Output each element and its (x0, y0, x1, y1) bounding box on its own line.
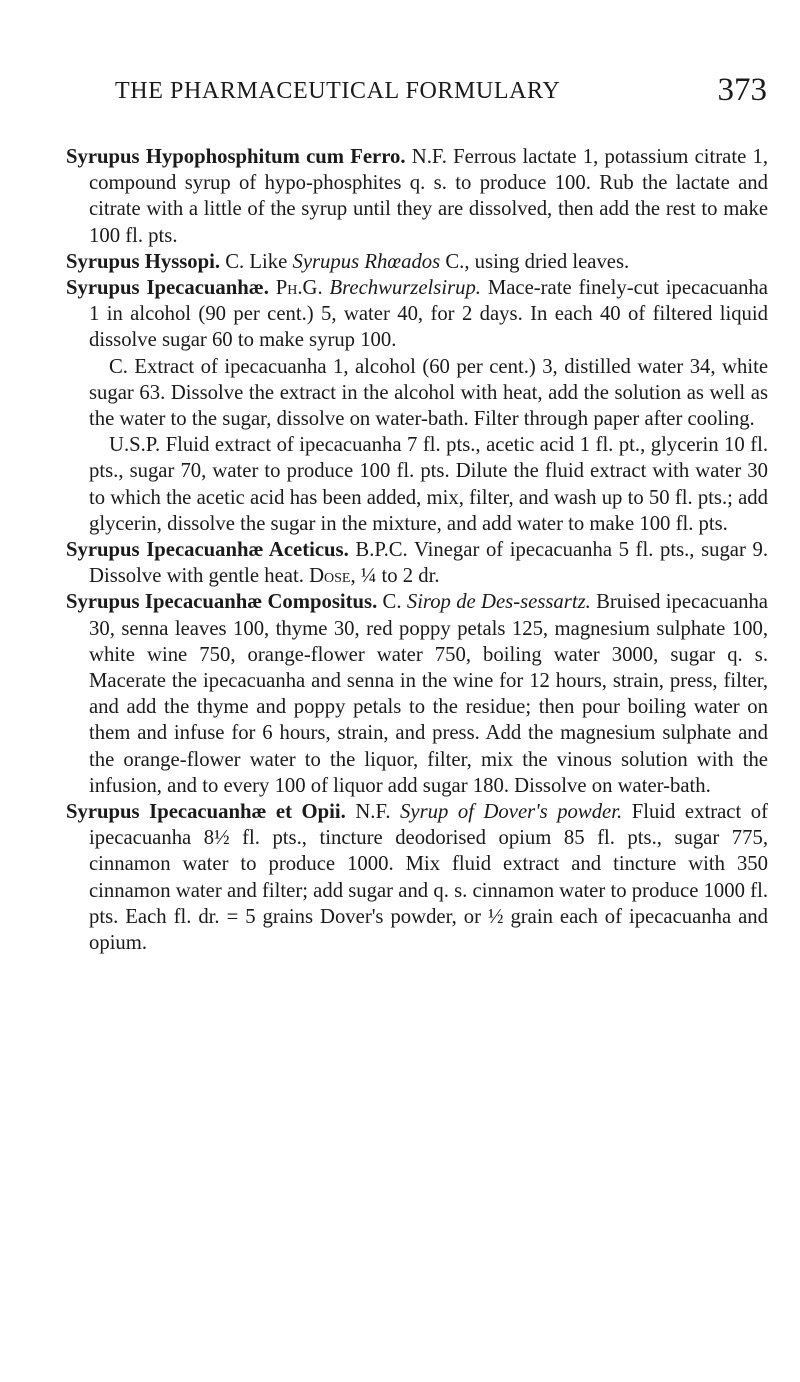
entry-syrupus-hyssopi (66, 249, 768, 275)
dose-label: Dose (309, 565, 351, 588)
entry-italic-synonym: Syrup of Dover's powder. (400, 801, 623, 824)
entry-syrupus-ipecacuanhae (66, 275, 768, 354)
entry-syrupus-ipecacuanhae-et-opii (66, 799, 768, 956)
formulary-body (66, 144, 768, 956)
entry-text: C., using dried leaves. (440, 250, 630, 273)
entry-text: Mace-rate finely-cut ipecacuanha 1 in alcohol (90 per cent.) 5, water 40, for 2 days. In each 40 of filtered liquid dissolve sugar 60 to make syrup 100. (89, 277, 768, 352)
entry-headword: Syrupus Ipecacuanhæ. (66, 277, 269, 300)
dose-value: , ¼ to 2 dr. (350, 565, 440, 588)
entry-text: Fluid extract of ipecacuanha 8½ fl. pts., tincture deodorised opium 85 fl. pts., sugar 775, cinnamon water to produce 1000. Mix fluid extract and tincture with 350 cinnamon water and filter; add sugar and q. s. cinnamon water to produce 1000 fl. pts. Each fl. dr. = 5 grains Dover's powder, or ½ grain each of ipecacuanha and opium. (89, 801, 768, 955)
entry-pharmacopoeia: Ph.G. (268, 277, 330, 300)
entry-syrupus-ipecacuanhae-aceticus (66, 537, 768, 589)
entry-text: N.F. (345, 801, 401, 824)
entry-headword: Syrupus Ipecacuanhæ et Opii. (66, 801, 346, 824)
entry-text: C. (377, 591, 407, 614)
entry-text: B.P.C. Vinegar of ipecacuanha 5 fl. pts., sugar 9. Dissolve with gentle heat. (89, 539, 768, 588)
entry-italic-synonym: Sirop de Des-sessartz. (406, 591, 591, 614)
page-number: 373 (717, 72, 767, 108)
entry-syrupus-ipecacuanhae-compositus (66, 589, 768, 799)
entry-headword: Syrupus Ipecacuanhæ Aceticus. (66, 539, 349, 562)
running-head (115, 72, 767, 118)
entry-syrupus-hypophosphitum-cum-ferro (66, 144, 768, 249)
entry-headword: Syrupus Ipecacuanhæ Compositus. (66, 591, 378, 614)
entry-headword: Syrupus Hyssopi. (66, 250, 221, 273)
entry-italic-synonym: Brechwurzelsirup. (329, 277, 481, 300)
entry-subparagraph-usp: U.S.P. Fluid extract of ipecacuanha 7 fl. pts., acetic acid 1 fl. pt., glycerin 10 fl. pts., sugar 70, water to produce 100 fl. pts. Dilute the fluid extract with water 30 to which the acetic acid has been added, mix, filter, and wash up to 50 fl. pts.; add glycerin, dissolve the sugar in the mixture, and add water to make 100 fl. pts. (89, 434, 768, 535)
running-title: THE PHARMACEUTICAL FORMULARY (115, 78, 561, 104)
entry-headword: Syrupus Hypophosphitum cum Ferro. (66, 146, 406, 168)
entry-text: Bruised ipecacuanha 30, senna leaves 100, thyme 30, red poppy petals 125, magnesium sulphate 100, white wine 750, orange-flower water 750, boiling water 3000, sugar q. s. Macerate the ipecacuanha and senna in the wine for 12 hours, strain, press, filter, and add the thyme and poppy petals to the residue; then pour boiling water on them and infuse for 6 hours, strain, and press. Add the magnesium sulphate and the orange-flower water to the liquor, filter, mix the vinous solution with the infusion, and to every 100 of liquor add sugar 180. Dissolve on water-bath. (89, 591, 768, 797)
entry-subparagraph-codex: C. Extract of ipecacuanha 1, alcohol (60 per cent.) 3, distilled water 34, white sugar 63. Dissolve the extract in the alcohol with heat, add the solution as well as the water to the sugar, dissolve on water-bath. Filter through paper after cooling. (89, 355, 768, 431)
entry-italic-reference: Syrupus Rhœados (292, 250, 441, 273)
entry-text: C. Like (220, 250, 293, 273)
entry-text: N.F. Ferrous lactate 1, potassium citrate 1, compound syrup of hypo-phosphites q. s. to produce 100. Rub the lactate and citrate with a little of the syrup until they are dissolved, then add the rest to make 100 fl. pts. (89, 146, 769, 247)
